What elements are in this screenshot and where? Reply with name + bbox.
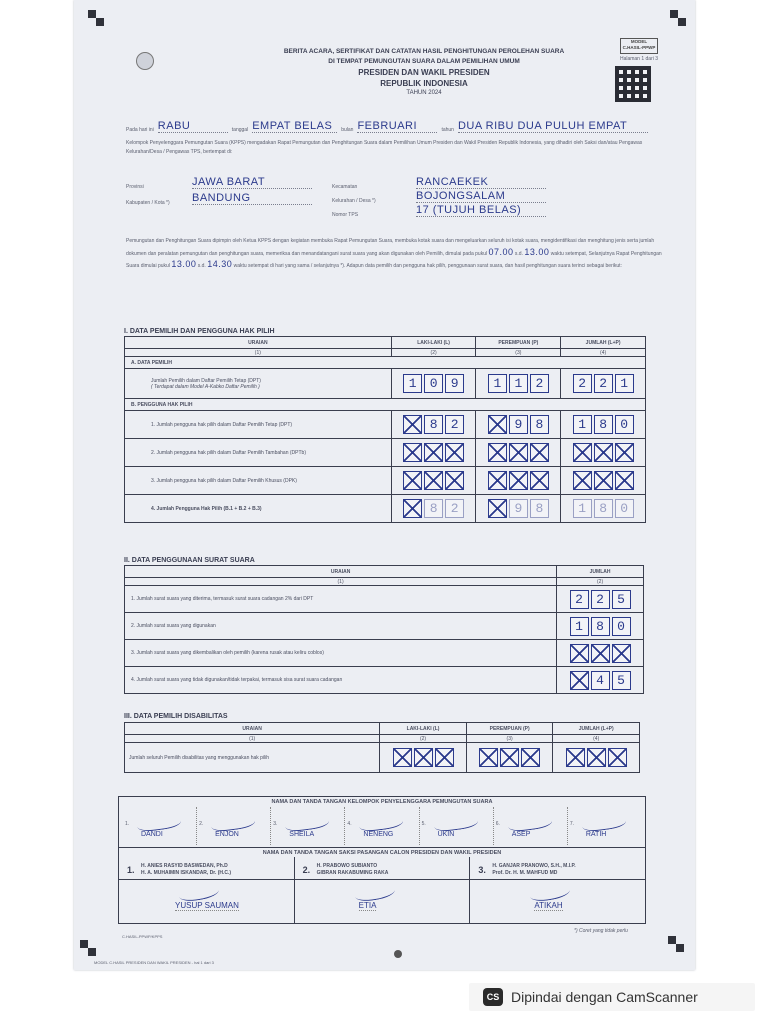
digit-box: 2 [591,590,610,609]
digit-box: 0 [615,415,634,434]
b3-laki-boxes [392,471,476,490]
digit-box [488,415,507,434]
kpps-title: NAMA DAN TANDA TANGAN KELOMPOK PENYELENGGARA PEMUNGUTAN SUARA [271,799,493,805]
col-uraian: URAIAN [125,337,392,349]
count-end-time-value: 14.30 [207,259,233,269]
candidate-vice-president: H. A. MUHAIMIN ISKANDAR, Dr. (H.C.) [141,870,232,876]
tahun-value: DUA RIBU DUA PULUH EMPAT [458,120,648,133]
digit-box [403,499,422,518]
sd-label: s.d. [197,263,206,269]
registration-mark [668,936,676,944]
signature-scribble-icon [136,812,182,833]
camscanner-logo-icon: CS [483,988,503,1006]
digit-box: 8 [424,499,443,518]
kpps-name: ENJON [215,831,239,838]
digit-box: 1 [615,374,634,393]
ss-received-boxes [557,590,643,609]
col-number: (2) [557,578,644,586]
col-jumlah: JUMLAH [557,566,644,578]
section3-table [124,722,640,773]
tps-value: 17 (TUJUH BELAS) [416,204,546,217]
section-b-title: B. PENGGUNA HAK PILIH [125,399,646,411]
col-number: (1) [125,578,557,586]
crossed-box [594,443,613,462]
crossed-box [445,471,464,490]
kpps-name: NENENG [363,831,394,838]
col-perempuan: PEREMPUAN (P) [476,337,561,349]
kpps-name: ASEP [511,831,531,838]
kpps-member [568,807,641,845]
crossed-box [594,471,613,490]
candidate-vice-president: Prof. Dr. H. M. MAHFUD MD [492,870,558,876]
kpps-number: 4. [347,821,352,827]
row-ss-returned: 3. Jumlah surat suara yang dikembalikan oleh pemilih (karena rusak atau keliru coblos) [125,640,557,667]
col-uraian: URAIAN [125,566,557,578]
crossed-box [566,748,585,767]
tanggal-value: EMPAT BELAS [252,120,337,133]
saksi-column [295,857,471,923]
kpps-number: 1. [125,821,130,827]
doc-code: C.HASIL-PPWP/KPPS [122,934,163,939]
digit-box: 8 [591,617,610,636]
camscanner-text: Dipindai dengan CamScanner [511,989,698,1005]
digit-box: 0 [615,499,634,518]
crossed-box [530,471,549,490]
digit-box: 1 [509,374,528,393]
kelurahan-label: Kelurahan / Desa *) [332,198,376,204]
para-text: waktu setempat di hari yang sama / selanjutnya *). Adapun data pemilih dan pengguna hak pilih, penggunaan surat suara, dan hasil penghitungan suara terinci sebagai berikut: [233,263,622,269]
tps-label: Nomor TPS [332,212,359,218]
header-line5: TAHUN 2024 [406,90,442,96]
signature-scribble-icon [359,812,405,833]
b4-perempuan-boxes [476,499,560,518]
digit-box [570,671,589,690]
intro-text: Kelompok Penyelenggara Pemungutan Suara (KPPS) mengadakan Rapat Pemungutan dan Penghitungan Suara dalam Pemilihan Umum Presiden dan Wakil Presiden Republik Indonesia, yang dihadiri oleh Saksi dan/atau Pengawas Kelurahan/Desa / Pengawas TPS, bertempat di: [126,140,643,155]
header-line4: REPUBLIK INDONESIA [380,79,468,88]
camscanner-watermark [469,983,755,1011]
col-number: (3) [466,735,553,743]
kpps-name: DANDI [141,831,163,838]
kpps-number: 5. [421,821,426,827]
digit-box: 1 [573,499,592,518]
signature-scribble-icon [284,812,330,833]
row-ss-received: 1. Jumlah surat suara yang diterima, termasuk surat suara cadangan 2% dari DPT [125,586,557,613]
para-text: Pemungutan dan Penghitungan Suara dipimpin oleh Ketua KPPS dengan kegiatan membuka Rapat Pemungutan Suara, membuka kotak suara dan mengeluarkan seluruh isi kotak suara, mengidentifikasi dan menghitung jenis serta jumlah dokumen dan peralatan pemungutan dan penghitungan suara, memeriksa dan menandatangani surat suara yang akan digunakan oleh Pemilih, dimulai pada pukul [126,238,655,257]
registration-mark [88,948,96,956]
row-b3: 3. Jumlah pengguna hak pilih dalam Daftar Pemilih Khusus (DPK) [125,467,392,495]
divider [295,879,470,880]
col-laki: LAKI-LAKI (L) [391,337,476,349]
row-disabilitas: Jumlah seluruh Pemilih disabilitas yang menggunakan hak pilih [125,743,380,773]
kpps-name: RATIH [585,831,607,838]
digit-box: 1 [570,617,589,636]
col-perempuan: PEREMPUAN (P) [466,723,553,735]
crossed-box [424,471,443,490]
kpps-number: 7. [569,821,575,827]
candidate-president: H. ANIES RASYID BASWEDAN, Ph.D [141,863,228,869]
col-number: (4) [553,735,640,743]
crossed-box [530,443,549,462]
col-number: (1) [125,735,380,743]
saksi-name: YUSUP SAUMAN [175,901,239,910]
garuda-emblem-icon [136,52,154,70]
saksi-column [119,857,295,923]
digit-box: 8 [530,415,549,434]
registration-mark [678,18,686,26]
col-number: (3) [476,349,561,357]
kabupaten-value: BANDUNG [192,192,312,205]
crossed-box [587,748,606,767]
crossed-box [615,443,634,462]
dpt-jumlah-boxes [561,374,645,393]
digit-box: 9 [445,374,464,393]
kpps-name: UKIN [437,831,455,838]
staple-icon [394,950,402,958]
col-laki: LAKI-LAKI (L) [380,723,467,735]
digit-box: 5 [612,590,631,609]
saksi-title: NAMA DAN TANDA TANGAN SAKSI PASANGAN CALON PRESIDEN DAN WAKIL PRESIDEN [119,847,645,856]
dis-jumlah-boxes [553,748,639,767]
crossed-box [612,644,631,663]
para-text: Selanjutnya Rapat Penghitungan Suara dimulai pukul [126,250,662,269]
crossed-box [488,443,507,462]
model-box: MODEL C.HASIL-PPWP [620,38,658,54]
saksi-number: 3. [478,865,486,875]
provinsi-value: JAWA BARAT [192,176,312,189]
footer-bottom: MODEL C.HASIL PRESIDEN DAN WAKIL PRESIDEN - hal 1 dari 3 [94,960,214,965]
registration-mark [88,10,96,18]
crossed-box [414,748,433,767]
crossed-box [424,443,443,462]
tahun-label: tahun [441,127,454,133]
hari-value: RABU [158,120,228,133]
dpt-laki-boxes [392,374,476,393]
col-number: (4) [561,349,646,357]
digit-box: 8 [530,499,549,518]
b2-jumlah-boxes [561,443,645,462]
kpps-member [345,807,419,845]
candidate-vice-president: GIBRAN RAKABUMING RAKA [316,870,389,876]
candidate-president: H. GANJAR PRANOWO, S.H., M.I.P. [492,863,576,869]
digit-box: 0 [612,617,631,636]
kpps-number: 2. [199,821,204,827]
kpps-member [123,807,197,845]
kabupaten-label: Kabupaten / Kota *) [126,200,170,206]
row-ss-unused: 4. Jumlah surat suara yang tidak digunakan/tidak terpakai, termasuk sisa surat suara cadangan [125,667,557,694]
sd-label: s.d. [514,250,523,257]
signature-scribble-icon [507,812,553,833]
divider [119,879,294,880]
saksi-column [470,857,645,923]
col-jumlah: JUMLAH (L+P) [561,337,646,349]
bulan-value: FEBRUARI [357,120,437,133]
section3-title: III. DATA PEMILIH DISABILITAS [124,713,228,720]
kpps-member [494,807,568,845]
digit-box: 2 [530,374,549,393]
header-line3: PRESIDEN DAN WAKIL PRESIDEN [358,68,490,77]
proceedings-paragraph [126,236,674,272]
digit-box: 5 [612,671,631,690]
kpps-number: 3. [273,821,278,827]
document-page [74,0,695,970]
b1-jumlah-boxes [561,415,645,434]
digit-box: 8 [594,499,613,518]
digit-box: 0 [424,374,443,393]
digit-box: 9 [509,499,528,518]
start-time-value: 07.00 [488,246,514,257]
kecamatan-value: RANCAEKEK [416,176,546,189]
registration-mark [80,940,88,948]
b2-perempuan-boxes [476,443,560,462]
digit-box: 4 [591,671,610,690]
candidate-president: H. PRABOWO SUBIANTO [316,863,378,869]
digit-box: 1 [488,374,507,393]
kecamatan-label: Kecamatan [332,184,358,190]
section2-table [124,565,644,694]
dis-perempuan-boxes [467,748,553,767]
signature-block [118,796,646,924]
col-number: (1) [125,349,392,357]
crossed-box [608,748,627,767]
section1-table [124,336,646,523]
row-b1: 1. Jumlah pengguna hak pilih dalam Daftar Pemilih Tetap (DPT) [125,411,392,439]
col-number: (2) [391,349,476,357]
page-ref: Halaman 1 dari 3 [619,56,659,62]
ss-unused-boxes [557,671,643,690]
section2-title: II. DATA PENGGUNAAN SURAT SUARA [124,557,255,564]
digit-box: 2 [445,415,464,434]
digit-box: 2 [594,374,613,393]
kpps-member [271,807,345,845]
crossed-box [488,471,507,490]
crossed-box [615,471,634,490]
header-line1: BERITA ACARA, SERTIFIKAT DAN CATATAN HASIL PENGHITUNGAN PEROLEHAN SUARA [283,48,565,55]
row-label: Jumlah Pemilih dalam Daftar Pemilih Tetap (DPT) [151,377,261,384]
row-ss-used: 2. Jumlah surat suara yang digunakan [125,613,557,640]
saksi-number: 1. [127,865,135,875]
kpps-member [420,807,494,845]
col-number: (2) [380,735,467,743]
section1-title: I. DATA PEMILIH DAN PENGGUNA HAK PILIH [124,328,275,335]
crossed-box [573,443,592,462]
digit-box: 8 [424,415,443,434]
digit-box: 2 [573,374,592,393]
crossed-box [570,644,589,663]
end-time-value: 13.00 [524,246,550,257]
digit-box: 8 [594,415,613,434]
crossed-box [509,471,528,490]
b1-perempuan-boxes [476,415,560,434]
digit-box: 2 [570,590,589,609]
b2-laki-boxes [392,443,476,462]
crossed-box [591,644,610,663]
kpps-number: 6. [495,821,500,827]
digit-box: 9 [509,415,528,434]
b3-jumlah-boxes [561,471,645,490]
digit-box: 1 [403,374,422,393]
digit-box [403,415,422,434]
crossed-box [500,748,519,767]
ss-used-boxes [557,617,643,636]
saksi-name: ATIKAH [534,901,563,910]
digit-box: 1 [573,415,592,434]
registration-mark [96,18,104,26]
crossed-box [403,471,422,490]
crossed-box [573,471,592,490]
signature-scribble-icon [581,812,627,833]
crossed-box [403,443,422,462]
b4-laki-boxes [392,499,476,518]
row-b4: 4. Jumlah Pengguna Hak Pilih (B.1 + B.2 + B.3) [125,495,392,523]
tanggal-label: tanggal [231,127,249,133]
crossed-box [435,748,454,767]
crossed-box [521,748,540,767]
row-b2: 2. Jumlah pengguna hak pilih dalam Daftar Pemilih Tambahan (DPTb) [125,439,392,467]
row-sublabel: ( Terdapat dalam Model A-Kabko Daftar Pemilih ) [151,383,260,390]
pada-hari-label: Pada hari ini [126,127,154,133]
crossed-box [393,748,412,767]
registration-mark [670,10,678,18]
dpt-perempuan-boxes [476,374,560,393]
section-a-title: A. DATA PEMILIH [125,357,646,369]
signature-scribble-icon [433,812,479,833]
saksi-name: ETIA [358,901,377,910]
crossed-box [445,443,464,462]
kpps-member [197,807,271,845]
saksi-number: 2. [302,865,311,875]
dis-laki-boxes [380,748,466,767]
digit-box: 2 [445,499,464,518]
b4-jumlah-boxes [561,499,645,518]
registration-mark [676,944,684,952]
para-text: waktu setempat, [550,250,588,257]
b3-perempuan-boxes [476,471,560,490]
crossed-box [509,443,528,462]
kpps-signature-row [123,807,641,845]
col-jumlah: JUMLAH (L+P) [553,723,640,735]
footnote: *) Coret yang tidak perlu [574,928,628,934]
header-line2: DI TEMPAT PEMUNGUTAN SUARA DALAM PEMILIHAN UMUM [328,58,520,65]
count-start-time-value: 13.00 [171,259,197,269]
signature-scribble-icon [210,812,256,833]
bulan-label: bulan [341,127,354,133]
row-dpt [125,369,392,399]
divider [470,879,645,880]
kelurahan-value: BOJONGSALAM [416,190,546,203]
digit-box [488,499,507,518]
provinsi-label: Provinsi [126,184,144,190]
b1-laki-boxes [392,415,476,434]
crossed-box [479,748,498,767]
saksi-signature-row [119,857,645,923]
ss-returned-boxes [557,644,643,663]
col-uraian: URAIAN [125,723,380,735]
kpps-name: SHEILA [289,831,315,838]
